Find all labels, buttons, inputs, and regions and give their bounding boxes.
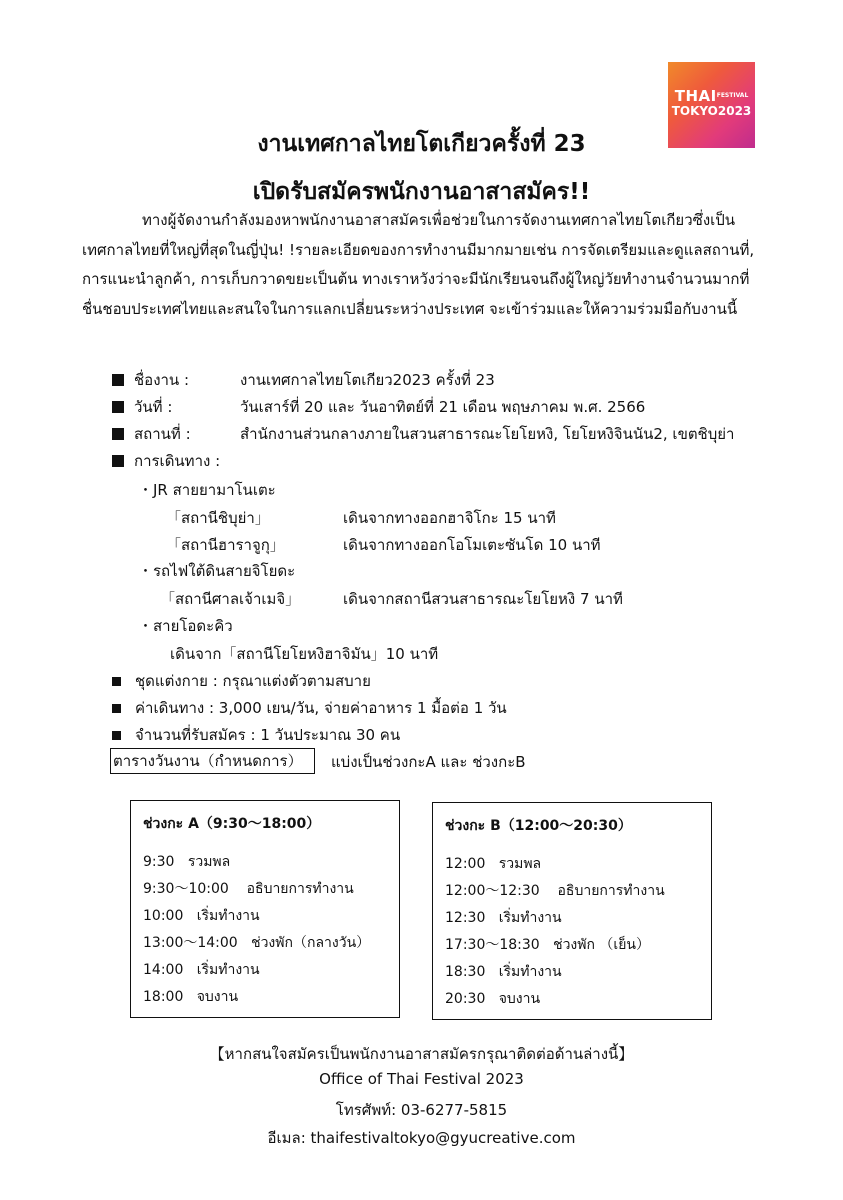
logo-tokyo-text: TOKYO2023 xyxy=(671,104,752,118)
detail-event-value: งานเทศกาลไทยโตเกียว2023 ครั้งที่ 23 xyxy=(240,371,495,389)
intro-paragraph: ทางผู้จัดงานกำลังมองหาพนักงานอาสาสมัครเพื่อช่วยในการจัดงานเทศกาลไทยโตเกียวซึ่งเป็น เทศกาลไทยที่ใหญ่ที่สุดในญี่ปุ่น! !รายละเอียดของการทำงานมีมากมายเช่น การจัดเตรียมและดูแลสถานที่, การแนะนำลูกค้า, การเก็บกวาดขยะเป็นต้น ทางเราหวังว่าจะมีนักเรียนจนถึงผู้ใหญ่วัยทำงานจำนวนมากที่ชื่นชอบประเทศไทยและสนใจในการแลกเปลี่ยนระหว่างประเทศ จะเข้าร่วมและให้ความร่วมมือกับงานนี้ xyxy=(82,211,755,318)
shift-b-title: ช่วงกะ B（12:00〜20:30） xyxy=(445,818,632,834)
bullet-square xyxy=(112,677,121,686)
detail-place: สถานที่ : xyxy=(112,424,191,444)
shift-a-box xyxy=(130,800,400,1018)
schedule-item: 13:00〜14:00 ช่วงพัก（กลางวัน） xyxy=(143,935,371,951)
travel-station-desc: เดินจาก「สถานีโยโยหงิฮาจิมัน」10 นาที xyxy=(170,645,439,663)
travel-station-desc: เดินจากสถานีสวนสาธารณะโยโยหงิ 7 นาที xyxy=(343,590,623,608)
schedule-item: 10:00 เริ่มทำงาน xyxy=(143,908,260,924)
contact-heading: 【หากสนใจสมัครเป็นพนักงานอาสาสมัครกรุณาติดต่อด้านล่างนี้】 xyxy=(209,1045,634,1063)
shift-b-box xyxy=(432,802,712,1020)
schedule-item: 18:00 จบงาน xyxy=(143,989,239,1005)
contact-phone: โทรศัพท์: 03-6277-5815 xyxy=(335,1101,508,1119)
schedule-item: 12:30 เริ่มทำงาน xyxy=(445,910,562,926)
schedule-item: 14:00 เริ่มทำงาน xyxy=(143,962,260,978)
schedule-label: ตารางวันงาน（กำหนดการ） xyxy=(110,748,315,774)
schedule-item: 9:30 รวมพล xyxy=(143,854,231,870)
detail-place-value: สำนักงานส่วนกลางภายในสวนสาธารณะโยโยหงิ, โยโยหงิจินนัน2, เขตชิบุย่า xyxy=(240,425,735,443)
travel-station-desc: เดินจากทางออกโอโมเตะซันโด 10 นาที xyxy=(343,536,601,554)
schedule-item: 18:30 เริ่มทำงาน xyxy=(445,964,562,980)
schedule-item: 12:00 รวมพล xyxy=(445,856,542,872)
schedule-item: 9:30〜10:00 อธิบายการทำงาน xyxy=(143,881,354,897)
travel-line-chiyoda: ・รถไฟใต้ดินสายจิโยดะ xyxy=(138,562,296,580)
schedule-item: 17:30〜18:30 ช่วงพัก （เย็น） xyxy=(445,937,650,953)
detail-dress: ชุดแต่งกาย : กรุณาแต่งตัวตามสบาย xyxy=(112,671,371,691)
travel-line-odakyu: ・สายโอดะคิว xyxy=(138,617,233,635)
page-title: งานเทศกาลไทยโตเกียวครั้งที่ 23 xyxy=(257,131,586,157)
bullet-square xyxy=(112,428,124,440)
detail-event-name: ชื่องาน : xyxy=(112,370,189,390)
logo-festival-text: FESTIVAL xyxy=(716,92,749,99)
logo-thai-text: THAI xyxy=(674,87,717,105)
travel-station: 「สถานีฮาราจูกุ」 xyxy=(166,536,285,554)
page-subtitle: เปิดรับสมัครพนักงานอาสาสมัคร!! xyxy=(252,179,591,205)
bullet-square xyxy=(112,374,124,386)
bullet-square xyxy=(112,731,121,740)
travel-station-desc: เดินจากทางออกฮาจิโกะ 15 นาที xyxy=(343,509,556,527)
detail-count: จำนวนที่รับสมัคร : 1 วันประมาณ 30 คน xyxy=(112,725,400,745)
schedule-item: 12:00〜12:30 อธิบายการทำงาน xyxy=(445,883,665,899)
bullet-square xyxy=(112,401,124,413)
travel-line-jr: ・JR สายยามาโนเตะ xyxy=(138,481,276,499)
detail-date: วันที่ : xyxy=(112,397,172,417)
contact-office: Office of Thai Festival 2023 xyxy=(319,1070,524,1088)
detail-travel: การเดินทาง : xyxy=(112,451,220,471)
schedule-note: แบ่งเป็นช่วงกะA และ ช่วงกะB xyxy=(331,753,526,771)
schedule-item: 20:30 จบงาน xyxy=(445,991,541,1007)
bullet-square xyxy=(112,455,124,467)
detail-date-value: วันเสาร์ที่ 20 และ วันอาทิตย์ที่ 21 เดือน พฤษภาคม พ.ศ. 2566 xyxy=(240,398,646,416)
shift-a-title: ช่วงกะ A（9:30〜18:00） xyxy=(143,816,321,832)
travel-station: 「สถานีชิบุย่า」 xyxy=(166,509,270,527)
bullet-square xyxy=(112,704,121,713)
detail-fare: ค่าเดินทาง : 3,000 เยน/วัน, จ่ายค่าอาหาร 1 มื้อต่อ 1 วัน xyxy=(112,698,507,718)
contact-email[interactable]: อีเมล: thaifestivaltokyo@gyucreative.com xyxy=(267,1129,576,1147)
travel-station: 「สถานีศาลเจ้าเมจิ」 xyxy=(160,590,301,608)
